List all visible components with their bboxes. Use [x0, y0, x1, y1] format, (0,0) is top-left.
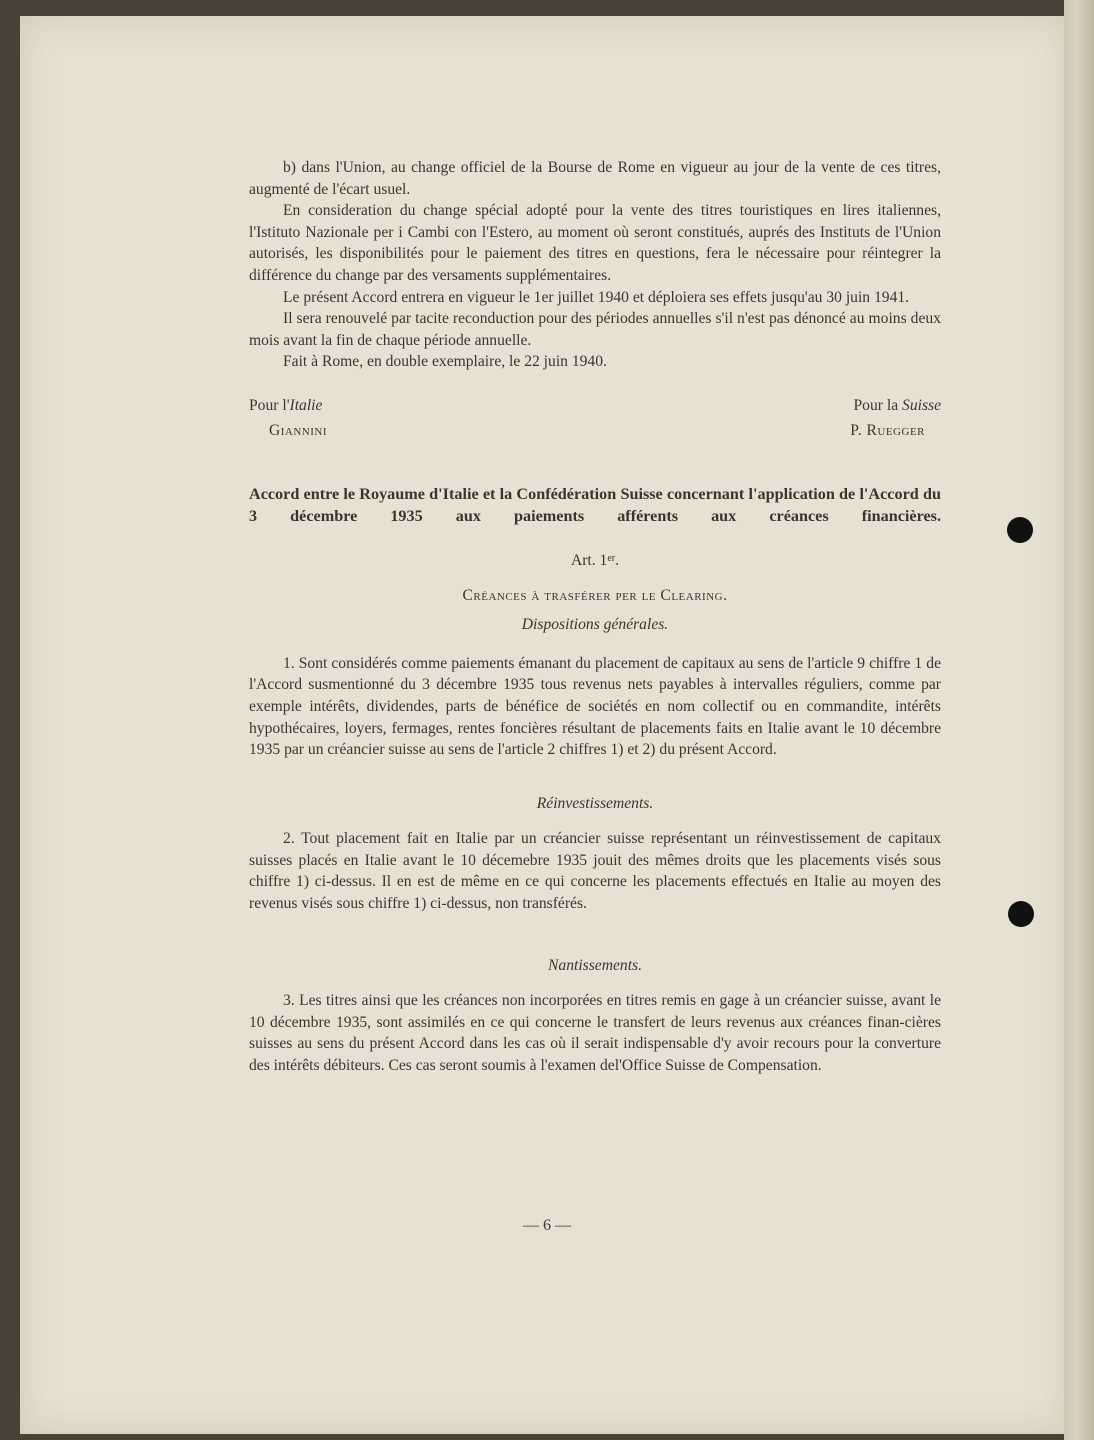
page-number: — 6 —: [523, 1217, 571, 1234]
clause-1: 1. Sont considérés comme paiements émanant du placement de capitaux au sens de l'article 9 chiffre 1 de l'Accord susmentionné du 3 décembre 1935 tous revenus nets payables à intervalles réguliers, comme par exemple intérêts, dividendes, parts de bénéfice de sociétés en nom collectif ou en commandite, intérêts hypothécaires, loyers, fermages, rentes foncières résultant de placements faits en Italie avant le 10 décembre 1935 par un créancier suisse au sens de l'article 2 chiffres 1) et 2) du présent Accord.: [249, 654, 941, 759]
section-subheading: Dispositions générales.: [521, 616, 669, 634]
article-number: Art. 1er.: [570, 551, 620, 569]
paragraph-vigueur: Le présent Accord entrera en vigueur le 1er juillet 1940 et déploiera ses effets jusqu'au 30 juin 1941.: [283, 288, 910, 306]
signature-block: [249, 393, 941, 443]
paragraph-fait: Fait à Rome, en double exemplaire, le 22 juin 1940.: [283, 353, 607, 371]
punch-hole-bottom: [1008, 901, 1034, 927]
signature-italie: Pour l'Italie Giannini: [249, 393, 327, 443]
paragraph-change: En consideration du change spécial adopté pour la vente des titres touristiques en lires italiennes, l'Istituto Nazionale per i Cambi con l'Estero, au moment où seront constitués, auprés des Instituts de l'Union autorisés, les disponibilités pour le paiement des titres en questions, fera le nécessaire pour réintegrer la différence du change par des versaments supplémentaires.: [249, 202, 941, 284]
document-body: [249, 157, 941, 1077]
clause-3: 3. Les titres ainsi que les créances non incorporées en titres remis en gage à un créancier suisse, avant le 10 décembre 1935, sont assimilés en ce qui concerne le transfert de leurs revenus aux créances finan-cières suisses au sens du présent Accord dans les cas où il serait indispensable d'y avoir recours pour la converture des intérêts débiteurs. Ces cas seront soumis à l'examen del'Office Suisse de Compensation.: [249, 992, 941, 1075]
signature-suisse: Pour la Suisse P. Ruegger: [850, 393, 941, 443]
paragraph-renouvele: Il sera renouvelé par tacite reconduction pour des périodes annuelles s'il n'est pas dénoncé au moins deux mois avant la fin de chaque période annuelle.: [249, 310, 941, 349]
heading-nantissements: Nantissements.: [548, 956, 642, 974]
paragraph-b: b) dans l'Union, au change officiel de la Bourse de Rome en vigueur au jour de la vente de ces titres, augmenté de l'écart usuel.: [249, 159, 941, 198]
signatory-italie: Giannini: [269, 421, 328, 439]
section-heading: Créances à trasférer per le Clearing.: [462, 586, 728, 604]
signatory-suisse: P. Ruegger: [850, 421, 925, 439]
heading-reinvestissements: Réinvestissements.: [536, 794, 654, 812]
accord-title: Accord entre le Royaume d'Italie et la Confédération Suisse concernant l'application de l'Accord du 3 décembre 1935 aux paiements afférents aux créances financières.: [249, 484, 941, 525]
punch-hole-top: [1007, 517, 1033, 543]
clause-2: 2. Tout placement fait en Italie par un créancier suisse représentant un réinvestissement de capitaux suisses placés en Italie avant le 10 décemebre 1935 jouit des mêmes droits que les placements visés sous chiffre 1) ci-dessus. Il en est de même en ce qui concerne les placements effectués en Italie au moyen des revenus visés sous chiffre 1) ci-dessus, non transférés.: [249, 830, 941, 913]
